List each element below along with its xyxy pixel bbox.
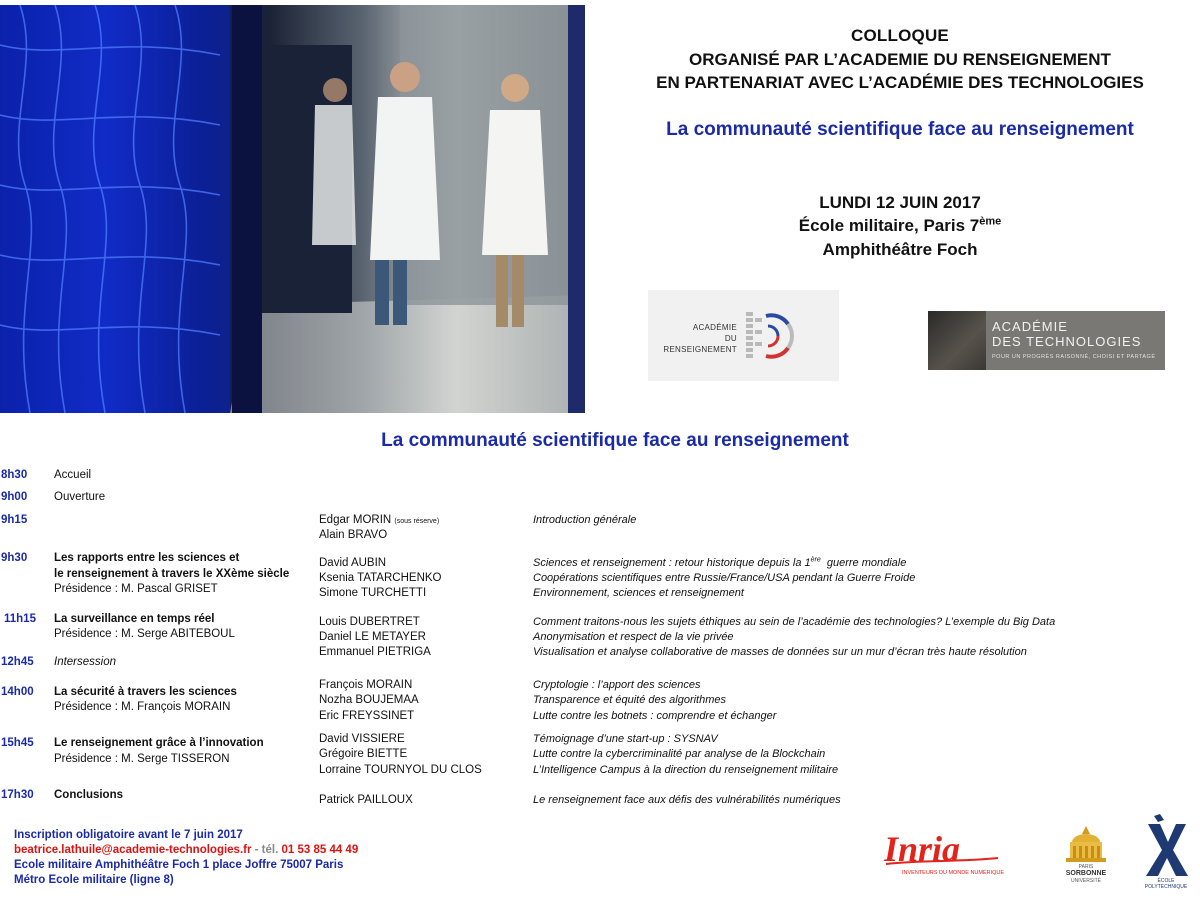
logo-ar-line1: ACADÉMIE (692, 323, 737, 332)
program-talk: Anonymisation et respect de la vie privée (533, 631, 734, 643)
program-session: Accueil (54, 469, 92, 481)
program-talk: Visualisation et analyse collaborative de masses de données sur un mur d’écran très haute résolution (533, 646, 1027, 658)
logo-at-tagline: POUR UN PROGRÈS RAISONNÉ, CHOISI ET PARTAGÉ (992, 354, 1156, 360)
contact-email-link[interactable]: beatrice.lathuile@academie-technologies.fr (14, 844, 252, 856)
header-photo (0, 5, 585, 413)
registration-deadline: Inscription obligatoire avant le 7 juin 2017 (14, 829, 243, 841)
program-speaker (319, 514, 439, 526)
program-speaker: Emmanuel PIETRIGA (319, 646, 431, 658)
program-speaker: David VISSIERE (319, 733, 405, 745)
sorbonne-line2: SORBONNE (1065, 870, 1107, 877)
program-time: 9h15 (1, 514, 28, 526)
program-talk: Coopérations scientifiques entre Russie/France/USA pendant la Guerre Froide (533, 572, 916, 584)
program-speaker: David AUBIN (319, 557, 387, 569)
sorbonne-line3: UNIVERSITÉ (1070, 878, 1102, 884)
program-time: 8h30 (1, 469, 28, 481)
program-speaker: Nozha BOUJEMAA (319, 694, 419, 706)
logo-ar-line3: RENSEIGNEMENT (663, 345, 737, 354)
program-session: Le renseignement grâce à l’innovation (54, 737, 264, 749)
header-line-partner: EN PARTENARIAT AVEC L’ACADÉMIE DES TECHNOLOGIES (656, 73, 1144, 92)
program-talk: L’Intelligence Campus à la direction du renseignement militaire (533, 764, 839, 776)
program-talk (533, 557, 906, 569)
polytechnique-line1: ÉCOLE (1157, 878, 1175, 884)
venue-address: Ecole militaire Amphithéâtre Foch 1 place Joffre 75007 Paris (14, 859, 344, 871)
program-time: 9h00 (1, 491, 28, 503)
event-title: La communauté scientifique face au renseignement (666, 119, 1134, 140)
polytechnique-logo (1140, 812, 1192, 895)
program-session: La surveillance en temps réel (54, 613, 215, 625)
program-talk: Lutte contre la cybercriminalité par analyse de la Blockchain (533, 748, 826, 760)
inria-logo (880, 828, 1005, 883)
program-time: 9h30 (1, 552, 28, 564)
academie-renseignement-logo (648, 290, 839, 381)
program-talk: Cryptologie : l’apport des sciences (533, 679, 701, 691)
inria-name: Inria (884, 829, 961, 869)
program-speaker: Daniel LE METAYER (319, 631, 426, 643)
header-line-colloque: COLLOQUE (851, 26, 949, 45)
speaker-name: Edgar MORIN (319, 514, 392, 526)
metro-info: Métro Ecole militaire (ligne 8) (14, 874, 174, 886)
contact-phone: 01 53 85 44 49 (281, 844, 359, 856)
talk-text: Sciences et renseignement : retour historique depuis la 1 (533, 557, 811, 569)
program-speaker: Grégoire BIETTE (319, 748, 408, 760)
polytechnique-x-icon (1140, 812, 1192, 890)
talk-suffix: guerre mondiale (820, 557, 907, 569)
logo-ar-line2: DU (724, 334, 737, 343)
program-time: 14h00 (1, 686, 34, 698)
logo-ar-emblem-icon (744, 308, 804, 364)
program-speaker: François MORAIN (319, 679, 413, 691)
program-session: La sécurité à travers les sciences (54, 686, 237, 698)
program-talk: Témoignage d’une start-up : SYSNAV (533, 733, 718, 745)
server-room-illustration (0, 5, 585, 413)
tel-label: - tél. (251, 844, 282, 856)
program-speaker: Patrick PAILLOUX (319, 794, 413, 806)
event-venue (600, 216, 1200, 236)
program-session: Conclusions (54, 789, 124, 801)
sorbonne-logo (1046, 824, 1126, 891)
academie-technologies-logo (928, 311, 1165, 370)
program-chair: Présidence : M. François MORAIN (54, 701, 231, 713)
program-session: Ouverture (54, 491, 106, 503)
inria-wordmark-icon (880, 828, 1005, 878)
program-session: Les rapports entre les sciences et (54, 552, 240, 564)
contact-line (14, 844, 358, 856)
logo-at-line2: DES TECHNOLOGIES (992, 334, 1142, 349)
program-speaker: Lorraine TOURNYOL DU CLOS (319, 764, 482, 776)
program-time: 17h30 (1, 789, 34, 801)
logo-at-line1: ACADÉMIE (992, 319, 1068, 334)
logo-at-hands-icon (928, 311, 986, 370)
program-speaker: Simone TURCHETTI (319, 587, 427, 599)
sorbonne-emblem-icon (1046, 824, 1126, 886)
program-speaker: Louis DUBERTRET (319, 616, 420, 628)
program-speaker: Eric FREYSSINET (319, 710, 415, 722)
program-title: La communauté scientifique face au renseignement (381, 430, 849, 451)
program-chair: Présidence : M. Pascal GRISET (54, 583, 218, 595)
program-talk: Comment traitons-nous les sujets éthiques au sein de l’académie des technologies? L’exemple du Big Data (533, 616, 1056, 628)
speaker-note: (sous réserve) (394, 518, 440, 525)
program-chair: Présidence : M. Serge ABITEBOUL (54, 628, 235, 640)
program-talk: Lutte contre les botnets : comprendre et échanger (533, 710, 777, 722)
talk-sup: ère (810, 556, 821, 564)
program-time: 12h45 (1, 656, 34, 668)
program-talk: Introduction générale (533, 514, 637, 526)
program-time: 11h15 (4, 613, 36, 625)
inria-tagline: INVENTEURS DU MONDE NUMÉRIQUE (902, 870, 1005, 876)
program-talk: Le renseignement face aux défis des vulnérabilités numériques (533, 794, 841, 806)
event-venue-sup: ème (979, 215, 1002, 228)
program-time: 15h45 (1, 737, 34, 749)
event-venue-text: École militaire, Paris 7 (798, 216, 980, 235)
event-date: LUNDI 12 JUIN 2017 (819, 193, 981, 212)
polytechnique-line2: POLYTECHNIQUE (1144, 884, 1188, 890)
header-line-organiser: ORGANISÉ PAR L’ACADEMIE DU RENSEIGNEMENT (689, 50, 1111, 69)
program-talk: Transparence et équité des algorithmes (533, 694, 727, 706)
program-talk: Environnement, sciences et renseignement (533, 587, 744, 599)
sorbonne-line1: PARIS (1078, 864, 1094, 870)
event-room: Amphithéâtre Foch (822, 240, 978, 259)
program-speaker: Ksenia TATARCHENKO (319, 572, 442, 584)
program-session: le renseignement à travers le XXème siècle (54, 568, 290, 580)
program-speaker: Alain BRAVO (319, 529, 388, 541)
program-session: Intersession (54, 656, 117, 668)
program-chair: Présidence : M. Serge TISSERON (54, 753, 230, 765)
